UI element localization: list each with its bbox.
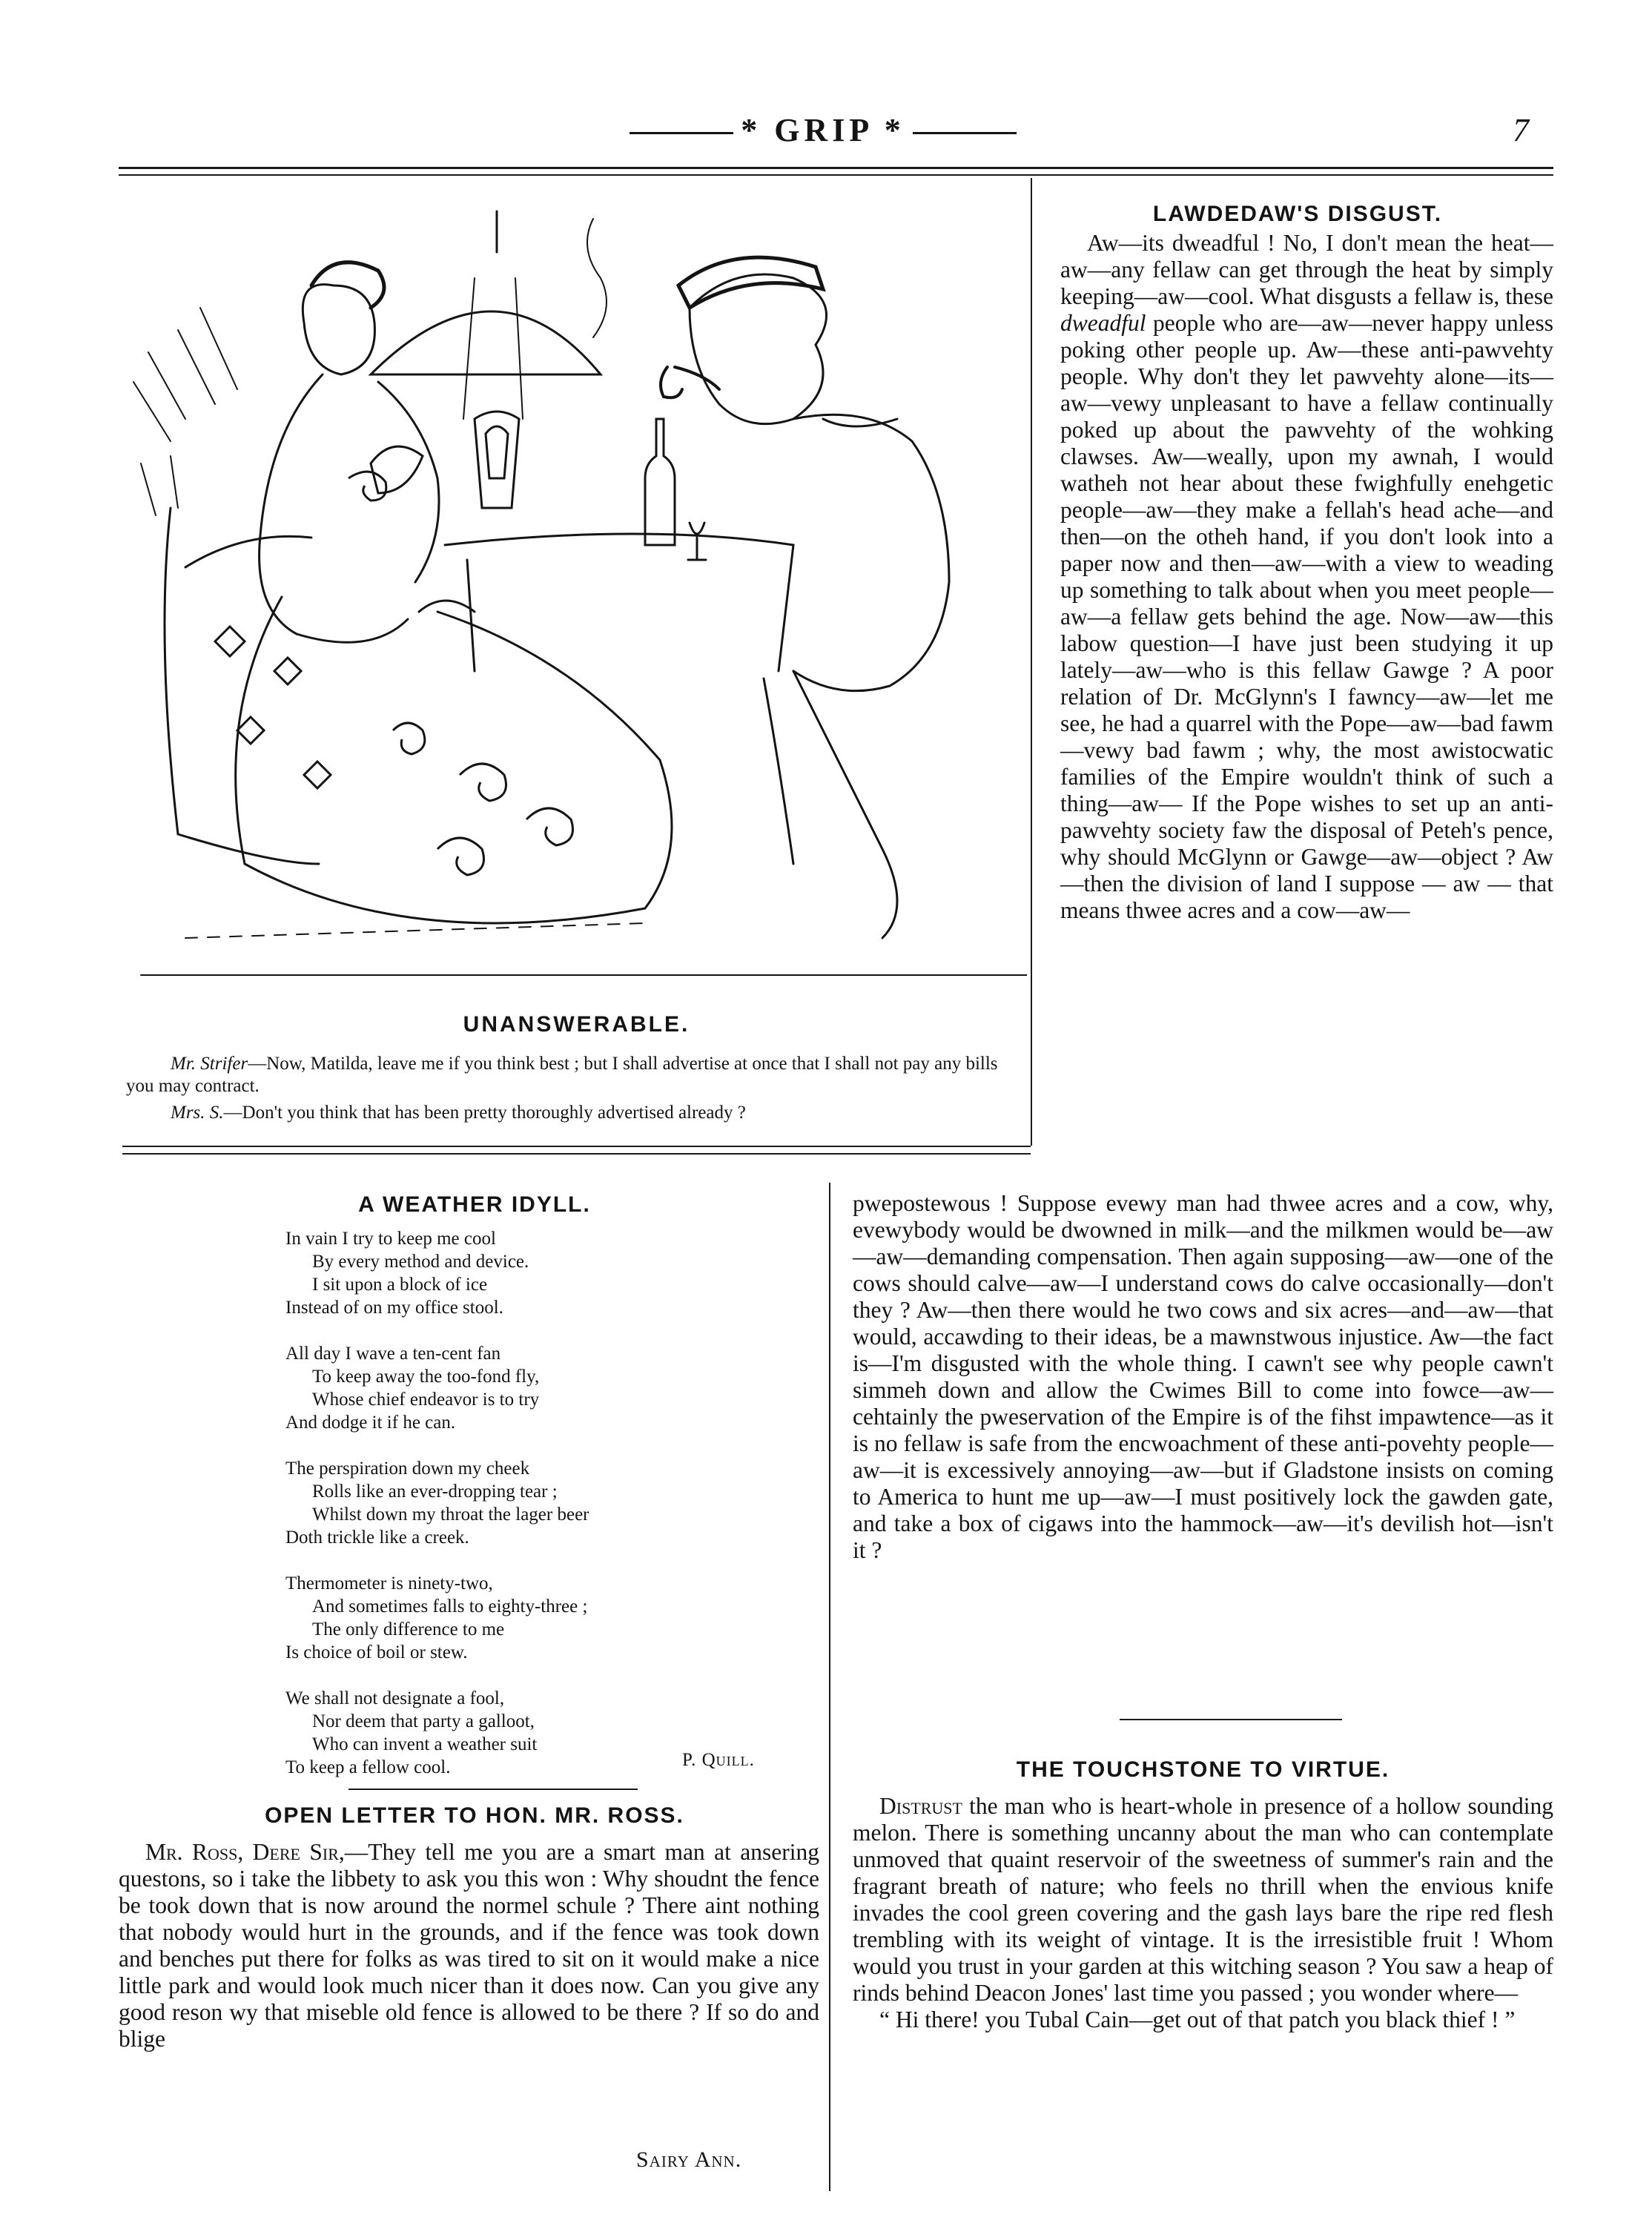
poem-line: In vain I try to keep me cool: [285, 1229, 496, 1249]
poem-stanza: [285, 1572, 804, 1664]
poem-line: Is choice of boil or stew.: [285, 1642, 468, 1662]
masthead-ornament-right: *: [884, 112, 905, 148]
poem-line: The only difference to me: [312, 1619, 505, 1639]
header-rule-top: [119, 167, 1553, 169]
touchstone-paragraph: [853, 1793, 1553, 2007]
touchstone-lead: Distrust: [879, 1793, 962, 1819]
cartoon-rule-2: [122, 1153, 1031, 1155]
caption-text-1: —Now, Matilda, leave me if you think best ; but I shall advertise at once that I shall not pay any bills you may contract.: [126, 1054, 998, 1096]
cartoon-title: UNANSWERABLE.: [463, 1012, 690, 1037]
cartoon-rule-1: [122, 1146, 1031, 1147]
column-divider-lower: [829, 1183, 830, 2191]
caption-speaker-1: Mr. Strifer: [171, 1054, 248, 1074]
masthead-title: GRIP: [774, 112, 872, 148]
poem-line: Instead of on my office stool.: [285, 1298, 503, 1318]
open-letter-title: OPEN LETTER TO HON. MR. ROSS.: [265, 1803, 684, 1828]
lawdedaw-text-em: dweadful: [1060, 310, 1146, 336]
poem-line: Doth trickle like a creek.: [285, 1528, 469, 1548]
poem-line: And dodge it if he can.: [285, 1413, 456, 1433]
masthead-ornament-left: *: [741, 112, 762, 148]
poem-line: Thermometer is ninety-two,: [285, 1573, 493, 1593]
lawdedaw-paragraph-lower: pwepostewous ! Suppose evewy man had thwee acres and a cow, why, evewybody would be dwowned in milk—and the milkmen would be—aw—aw—demanding compensation. Then again supposing—aw—one of the cows should calve—aw—I understand cows do calve occasionally—don't they ? Aw—then there would he two cows and six acres—and—aw—that would, accawding to their ideas, be a mawnstwous injustice. Aw—the fact is—I'm disgusted with the whole thing. I cawn't see why people cawn't simmeh down and allow the Cwimes Bill to come into fowce—aw—cehtainly the pweservation of the Empire is of the fihst impawtence—as it is no fellaw is safe from the encwoachment of these anti-povehty people—aw—it is excessively annoying—aw—but if Gladstone insists on coming to America to hunt me up—aw—I must positively lock the gawden gate, and take a box of cigaws into the hammock—aw—it's devilish hot—isn't it ?: [853, 1190, 1553, 1563]
cartoon-caption-1: [126, 1053, 1027, 1097]
poem-line: Whose chief endeavor is to try: [312, 1390, 540, 1410]
poem-stanza: [285, 1457, 804, 1549]
poem-line: And sometimes falls to eighty-three ;: [312, 1596, 588, 1616]
caption-speaker-2: Mrs. S.: [171, 1103, 224, 1123]
lawdedaw-body-lower: [853, 1190, 1553, 1564]
section-rule: [348, 1789, 638, 1790]
poem-stanza: [285, 1342, 804, 1434]
weather-idyll-poem: [285, 1227, 804, 1802]
touchstone-text: the man who is heart-whole in presence of a hollow sounding melon. There is something uncanny about the man who can contemplate unmoved that quaint reservoir of the sweetness of summer's rain and the fragrant breath of nature; who feels no thrill when the envious knife invades the cool green covering and the gash lays bare the ripe red flesh trembling with its weight of vintage. It is the irresistible fruit ! Whom would you trust in your garden at this witching season ? You saw a heap of rinds behind Deacon Jones' last time you passed ; you wonder where—: [853, 1793, 1553, 2006]
open-letter-salutation: Mr. Ross, Dere Sir,: [145, 1839, 345, 1865]
masthead-rule-right: [913, 132, 1017, 134]
poem-line: To keep away the too-fond fly,: [312, 1367, 540, 1387]
touchstone-quote: “ Hi there! you Tubal Cain—get out of that patch you black thief ! ”: [879, 2007, 1516, 2032]
page-number: 7: [1513, 112, 1529, 148]
poem-line: Nor deem that party a galloot,: [312, 1711, 535, 1731]
touchstone-body: [853, 1793, 1553, 2033]
cartoon-illustration: [126, 196, 1027, 997]
poem-line: By every method and device.: [312, 1252, 529, 1272]
touchstone-title: THE TOUCHSTONE TO VIRTUE.: [1016, 1757, 1390, 1782]
lawdedaw-text-2: people who are—aw—never happy unless poking other people up. Aw—these anti-pawvehty people. Why don't they let pawvehty alone—its—aw—vewy unpleasant to have a fellaw continually poked up about the pawvehty of the wohking clawses. Aw—weally, upon my awnah, I would watheh not hear about these fwighfully enehgetic people—aw—they make a fellah's head ache—and then—on the otheh hand, if you don't look into a paper now and then—aw—with a view to weading up something to talk about when you meet people—aw—a fellaw gets behind the age. Now—aw—this labow question—I have just been studying it up lately—aw—who is this fellaw Gawge ? A poor relation of Dr. McGlynn's I fawncy—aw—let me see, he had a quarrel with the Pope—aw—bad fawm—vewy bad fawm ; why, the most awistocwatic families of the Empire wouldn't think of such a thing—aw— If the Pope wishes to set up an anti-pawvehty society faw the disposal of Peteh's pence, why should McGlynn or Gawge—aw—object ? Aw—then the division of land I suppose — aw — that means thwee acres and a cow—aw—: [1060, 310, 1553, 923]
poem-line: We shall not designate a fool,: [285, 1688, 505, 1708]
column-divider-upper: [1031, 178, 1032, 1146]
poem-line: I sit upon a block of ice: [312, 1275, 488, 1295]
lawdedaw-body-upper: [1060, 230, 1553, 924]
poem-line: The perspiration down my cheek: [285, 1459, 530, 1479]
cartoon-caption-2: [126, 1102, 1027, 1124]
poem-stanza: [285, 1227, 804, 1319]
header-rule-bottom: [119, 174, 1553, 176]
masthead: [564, 111, 1083, 149]
lawdedaw-paragraph-upper: [1060, 230, 1553, 924]
open-letter-paragraph: [119, 1839, 819, 2052]
open-letter-text: —They tell me you are a smart man at ansering questons, so i take the libbety to ask you this won : Why shoudnt the fence be took down that is now around the normel schule ? There aint nothing that nobody would hurt in the grounds, and if the fence was took down and benches put there for folks as was tired to sit on it would make a nice little park and would look much nicer than it does now. Can you give any good reson wy that miseble old fence is allowed to be there ? If so do and blige: [119, 1839, 819, 2052]
masthead-rule-left: [630, 132, 733, 134]
open-letter-signature: Sairy Ann.: [636, 2147, 742, 2172]
open-letter-body: [119, 1839, 819, 2052]
lawdedaw-text-1: Aw—its dweadful ! No, I don't mean the heat—aw—any fellaw can get through the heat by simply keeping—aw—cool. What disgusts a fellaw is, these: [1060, 230, 1553, 309]
section-rule: [1120, 1719, 1342, 1720]
weather-idyll-title: A WEATHER IDYLL.: [358, 1192, 591, 1217]
poem-line: All day I wave a ten-cent fan: [285, 1344, 501, 1364]
lawdedaw-title: LAWDEDAW'S DISGUST.: [1152, 202, 1443, 226]
caption-text-2: —Don't you think that has been pretty thoroughly advertised already ?: [223, 1103, 746, 1123]
weather-idyll-signature: P. Quill.: [682, 1750, 755, 1770]
poem-line: To keep a fellow cool.: [285, 1757, 451, 1777]
poem-line: Who can invent a weather suit: [312, 1734, 538, 1754]
poem-line: Rolls like an ever-dropping tear ;: [312, 1482, 558, 1502]
poem-line: Whilst down my throat the lager beer: [312, 1505, 589, 1525]
